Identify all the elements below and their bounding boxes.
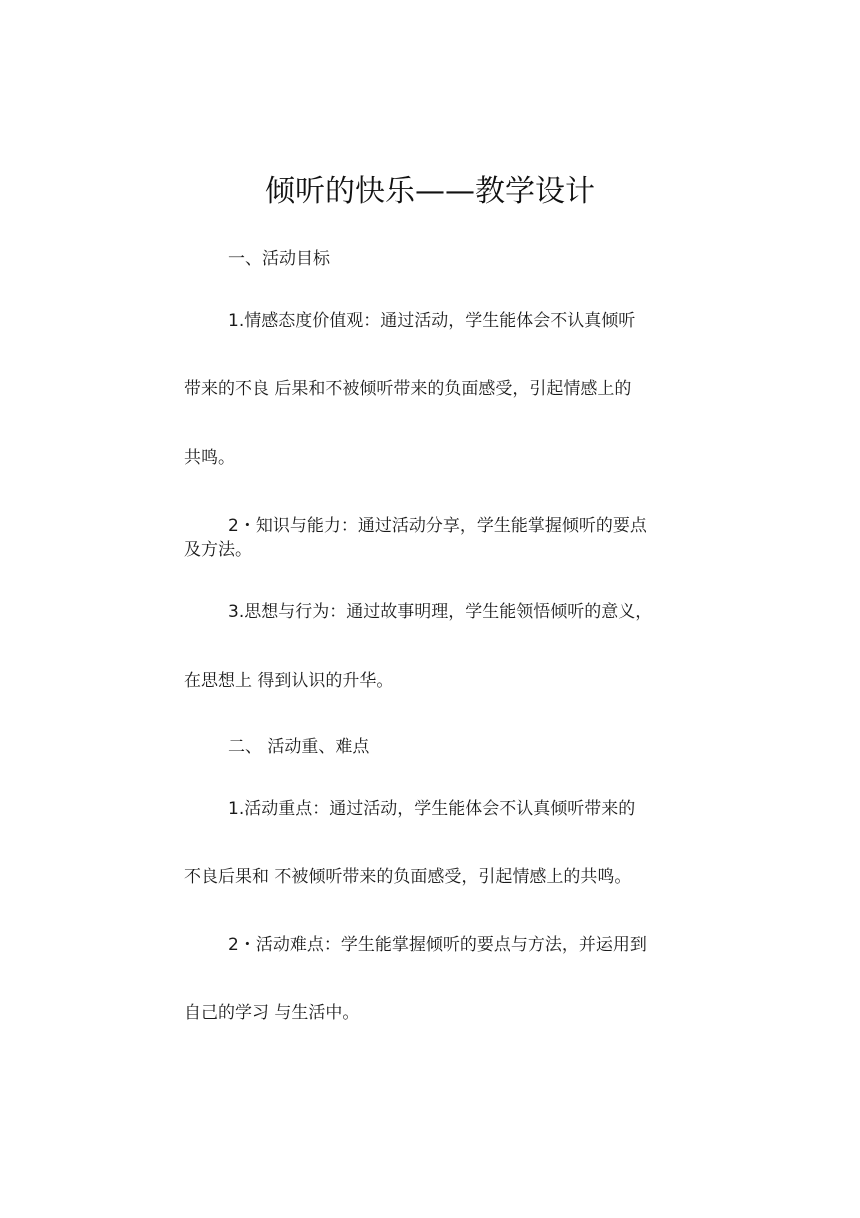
paragraph-line: 2・活动难点：学生能掌握倾听的要点与方法，并运用到 (228, 935, 647, 955)
paragraph-line: 不良后果和 不被倾听带来的负面感受，引起情感上的共鸣。 (184, 867, 632, 887)
document-title: 倾听的快乐——教学设计 (265, 174, 595, 209)
paragraph-line: 自己的学习 与生活中。 (184, 1003, 360, 1023)
paragraph-line: 共鸣。 (184, 448, 235, 468)
paragraph-line: 在思想上 得到认识的升华。 (184, 671, 394, 691)
paragraph-line: 及方法。 (184, 540, 252, 560)
paragraph-line: 1.情感态度价值观：通过活动，学生能体会不认真倾听 (228, 311, 636, 331)
paragraph-line: 1.活动重点：通过活动，学生能体会不认真倾听带来的 (228, 799, 636, 819)
paragraph-line: 带来的不良 后果和不被倾听带来的负面感受，引起情感上的 (184, 379, 632, 399)
paragraph-line: 2・知识与能力：通过活动分享，学生能掌握倾听的要点 (228, 516, 647, 536)
section-heading-objectives: 一、活动目标 (228, 249, 330, 269)
section-heading-key-points: 二、 活动重、难点 (228, 737, 370, 757)
paragraph-line: 3.思想与行为：通过故事明理，学生能领悟倾听的意义， (228, 602, 653, 622)
